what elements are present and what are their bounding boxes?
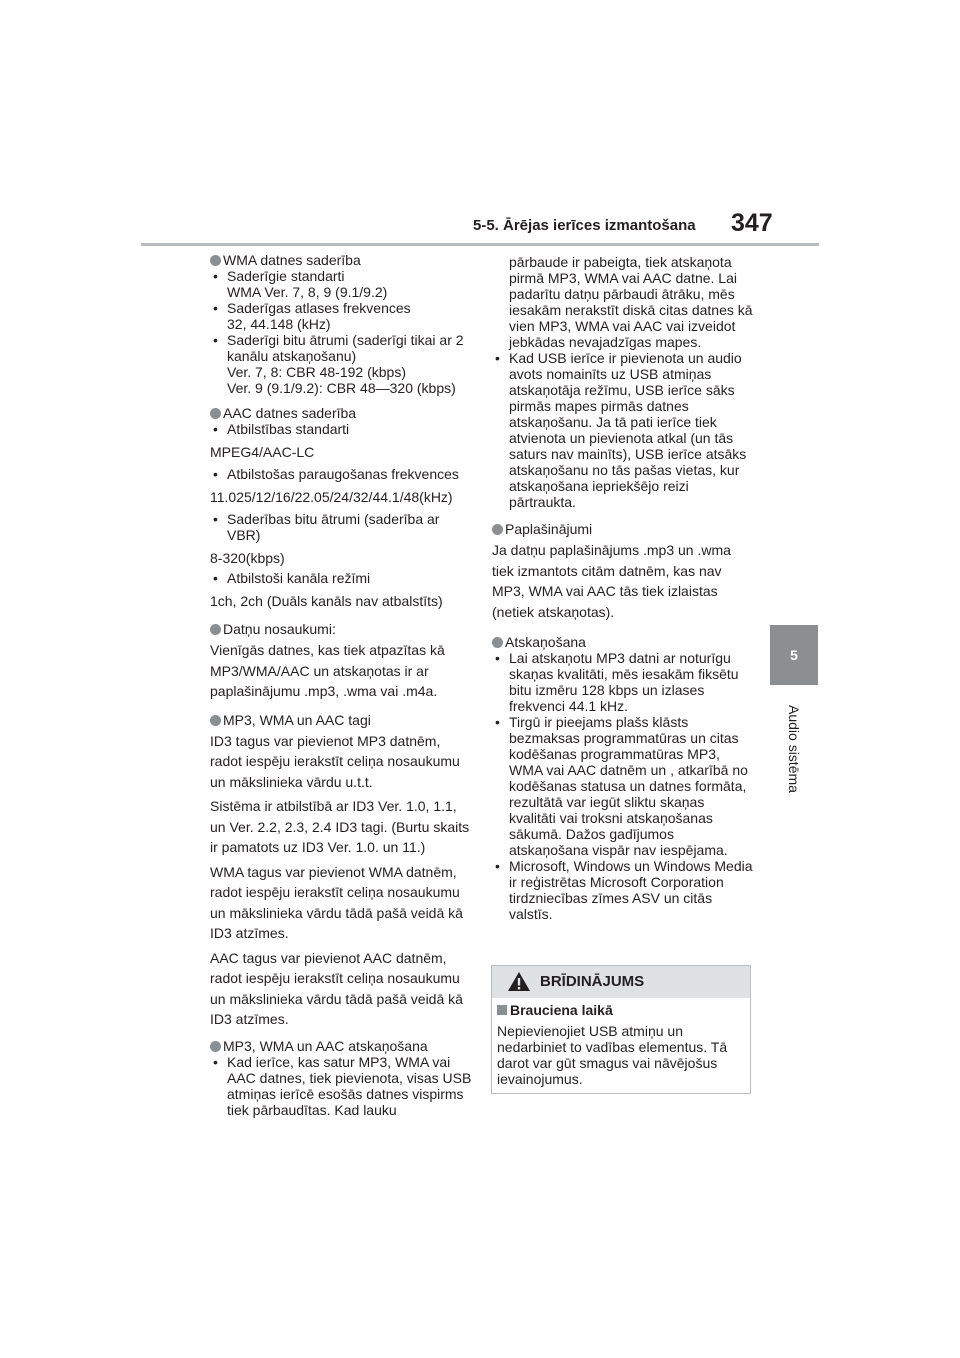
warning-triangle-icon bbox=[507, 971, 531, 992]
chapter-title: Audio sistēma bbox=[786, 705, 802, 793]
playback-heading: MP3, WMA un AAC atskaņošana bbox=[223, 1037, 428, 1054]
paragraph: Vienīgās datnes, kas tiek atpazītas kā MP3/WMA/AAC un atskaņotas ir ar paplašinājumu .mp3, .wma vai .m4a. bbox=[210, 642, 445, 699]
paragraph: MPEG4/AAC-LC bbox=[210, 444, 315, 460]
extensions-section bbox=[492, 521, 754, 622]
chapter-number: 5 bbox=[770, 625, 818, 685]
list-item: • Tirgū ir pieejams plašs klāsts bezmaksas programmatūras un citas kodēšanas programmatūras MP3, WMA vai AAC datnēm un , atkarībā no kodēšanas statusa un datnes formāta, rezultātā var iegūt sliktu skaņas kvalitāti vai troksni atskaņošanas sākumā. Dažos gadījumos atskaņošana vispār nav iespējama. bbox=[495, 714, 748, 858]
right-column bbox=[492, 254, 754, 927]
list-item: • Kad ierīce, kas satur MP3, WMA vai AAC datnes, tiek pievienota, visas USB atmiņas ierīcē esošās datnes vispirms tiek pārbaudītas. Kad lauku bbox=[213, 1053, 472, 1118]
bullet-dot-icon bbox=[210, 255, 221, 266]
play-section bbox=[492, 634, 754, 922]
tags-section bbox=[210, 712, 472, 1030]
paragraph: WMA tagus var pievienot WMA datnēm, radot iespēju ierakstīt celiņa nosaukumu un mākslinieka vārdu tādā pašā veidā kā ID3 atzīmes. bbox=[210, 863, 463, 941]
list-item: • Kad USB ierīce ir pievienota un audio avots nomainīts uz USB atmiņas atskaņotāja režīmu, USB ierīce sāks pirmās mapes pirmās datnes atskaņošanu. Ja tā pati ierīce tiek atvienota un pievienota atkal (un tās saturs nav mainīts), USB ierīce atsāks atskaņošanu no tās pašas vietas, kur atskaņošana iepriekšējo reizi pārtraukta. bbox=[495, 350, 747, 510]
bullet-dot-icon bbox=[492, 524, 503, 535]
paragraph: AAC tagus var pievienot AAC datnēm, radot iespēju ierakstīt celiņa nosaukumu un mākslinieka vārdu tādā pašā veidā kā ID3 atzīmes. bbox=[210, 949, 463, 1027]
warning-box bbox=[491, 965, 751, 1094]
section-title: 5-5. Ārējas ierīces izmantošana bbox=[473, 217, 696, 234]
list-item: • Atbilstošas paraugošanas frekvences bbox=[213, 466, 459, 482]
paragraph: 11.025/12/16/22.05/24/32/44.1/48(kHz) bbox=[210, 489, 453, 505]
bullet-dot-icon bbox=[492, 637, 503, 648]
list-item: • Saderīgie standarti WMA Ver. 7, 8, 9 (9.1/9.2) bbox=[213, 268, 388, 300]
tags-heading: MP3, WMA un AAC tagi bbox=[223, 711, 371, 728]
file-names-heading: Datņu nosaukumi: bbox=[223, 621, 336, 637]
list-item: • Atbilstības standarti bbox=[213, 421, 350, 437]
square-bullet-icon bbox=[497, 1005, 507, 1015]
list-item: • Saderīgas atlases frekvences 32, 44.148 (kHz) bbox=[213, 300, 411, 332]
list-item: • Atbilstoši kanāla režīmi bbox=[213, 570, 371, 586]
chapter-side-tab bbox=[770, 245, 818, 1358]
aac-heading: AAC datnes saderība bbox=[223, 405, 357, 421]
paragraph: Ja datņu paplašinājums .mp3 un .wma tiek izmantots citām datnēm, kas nav MP3, WMA vai AAC tās tiek izlaistas (netiek atskaņotas). bbox=[492, 542, 731, 620]
paragraph: 8-320(kbps) bbox=[210, 550, 285, 566]
warning-title: BRĪDINĀJUMS bbox=[540, 973, 645, 990]
aac-section bbox=[210, 405, 472, 611]
extensions-heading: Paplašinājumi bbox=[505, 521, 593, 537]
list-item: • Microsoft, Windows un Windows Media ir reģistrētas Microsoft Corporation tirdzniecības zīmes ASV un citās valstīs. bbox=[495, 858, 753, 922]
header-divider bbox=[141, 243, 819, 246]
wma-heading: WMA datnes saderība bbox=[223, 252, 361, 268]
warning-header bbox=[492, 966, 750, 998]
paragraph: 1ch, 2ch (Duāls kanāls nav atbalstīts) bbox=[210, 593, 443, 609]
left-column bbox=[210, 252, 472, 1123]
paragraph: Sistēma ir atbilstībā ar ID3 Ver. 1.0, 1.1, un Ver. 2.2, 2.3, 2.4 ID3 tagi. (Burtu skaits ir pamatots uz ID3 Ver. 1.0. un 11.) bbox=[210, 798, 470, 855]
list-item: • Saderības bitu ātrumi (saderība ar VBR) bbox=[213, 511, 440, 543]
warning-subheading: Brauciena laikā bbox=[497, 1002, 750, 1018]
play-heading: Atskaņošana bbox=[505, 634, 586, 650]
wma-section bbox=[210, 252, 472, 396]
bullet-dot-icon bbox=[210, 715, 221, 726]
bullet-dot-icon bbox=[210, 408, 221, 419]
bullet-dot-icon bbox=[210, 1041, 221, 1052]
playback-continued: pārbaude ir pabeigta, tiek atskaņota pirmā MP3, WMA vai AAC datne. Lai padarītu datņu pārbaudi ātrāku, mēs iesakām nerakstīt diskā citas datnes kā vien MP3, WMA vai AAC vai izveidot jebkādas nevajadzīgas mapes. bbox=[509, 254, 753, 350]
warning-text: Nepievienojiet USB atmiņu un nedarbiniet to vadības elementus. Tā darot var gūt smagus vai nāvējošus ievainojumus. bbox=[497, 1023, 728, 1087]
bullet-dot-icon bbox=[210, 624, 221, 635]
playback-section bbox=[210, 1038, 472, 1118]
list-item: • Lai atskaņotu MP3 datni ar noturīgu skaņas kvalitāti, mēs iesakām fiksētu bitu izmēru 128 kbps un izlases frekvenci 44.1 kHz. bbox=[495, 650, 739, 714]
file-names-section bbox=[210, 621, 472, 702]
paragraph: ID3 tagus var pievienot MP3 datnēm, radot iespēju ierakstīt celiņa nosaukumu un mākslinieka vārdu u.t.t. bbox=[210, 732, 460, 790]
list-item: • Saderīgi bitu ātrumi (saderīgi tikai ar 2 kanālu atskaņošanu) Ver. 7, 8: CBR 48-192 (kbps) Ver. 9 (9.1/9.2): CBR 48—320 (kbps) bbox=[213, 332, 464, 396]
page-number: 347 bbox=[731, 209, 773, 237]
